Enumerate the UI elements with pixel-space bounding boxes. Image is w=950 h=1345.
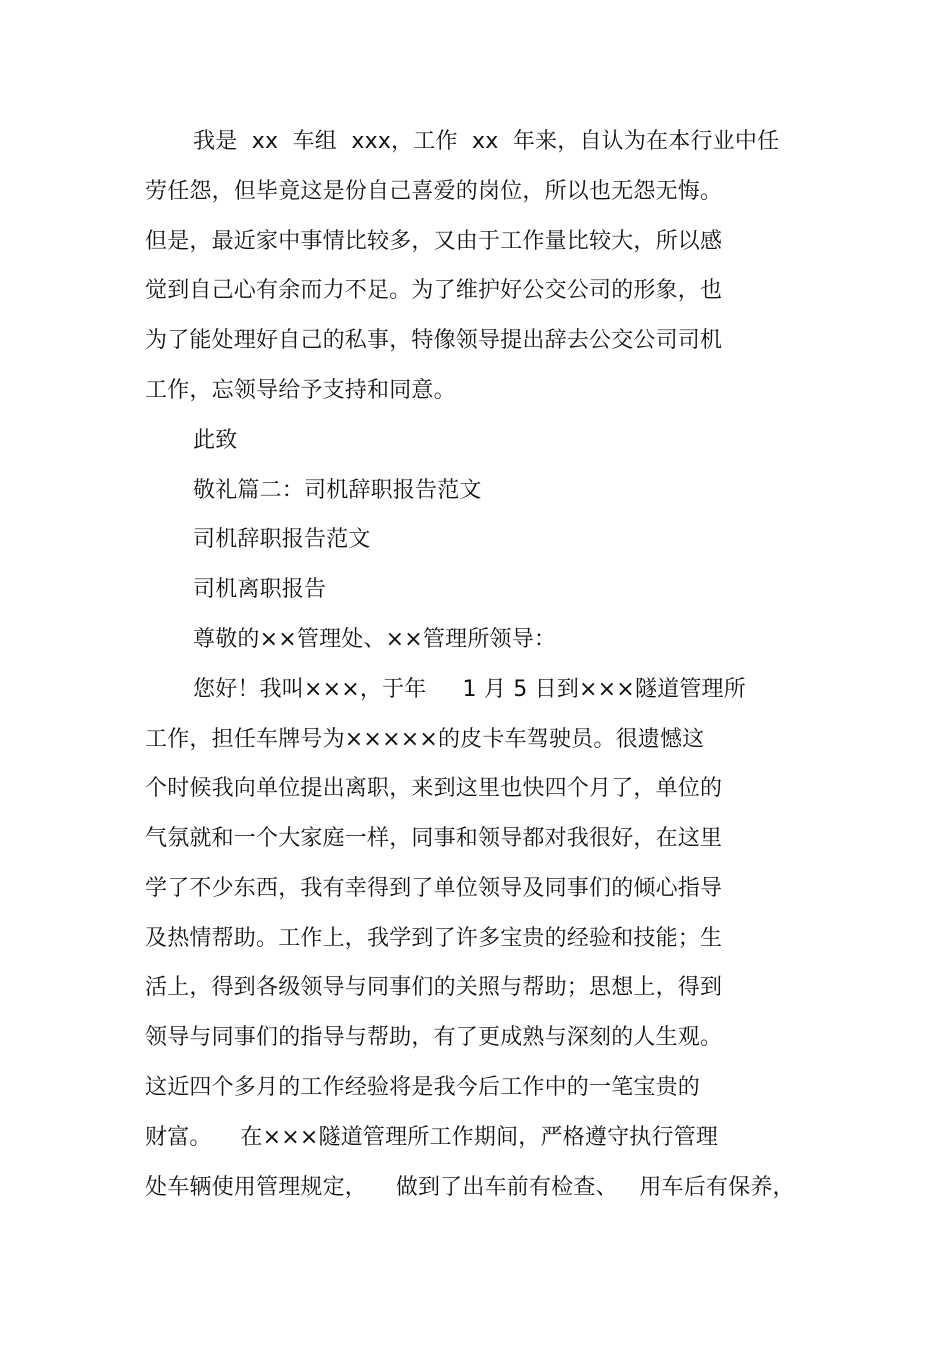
paragraph-line: 领导与同事们的指导与帮助，有了更成熟与深刻的人生观。 xyxy=(145,1025,723,1050)
paragraph-line: 我是 xx 车组 xxx，工作 xx 年来，自认为在本行业中任 xyxy=(193,129,780,154)
paragraph-line: 为了能处理好自己的私事，特像领导提出辞去公交公司司机 xyxy=(145,328,723,353)
section-heading: 敬礼篇二：司机辞职报告范文 xyxy=(193,478,482,503)
paragraph-line: 活上，得到各级领导与同事们的关照与帮助；思想上，得到 xyxy=(145,975,723,1000)
paragraph-line: 这近四个多月的工作经验将是我今后工作中的一笔宝贵的 xyxy=(145,1075,701,1100)
paragraph-line: 个时候我向单位提出离职，来到这里也快四个月了，单位的 xyxy=(145,776,723,801)
paragraph-line: 但是，最近家中事情比较多，又由于工作量比较大，所以感 xyxy=(145,229,723,254)
salutation: 尊敬的××管理处、××管理所领导： xyxy=(193,627,557,652)
paragraph-line: 处车辆使用管理规定， 做到了出车前有检查、 用车后有保养， xyxy=(145,1175,795,1200)
paragraph-line: 您好！我叫×××，于年 1 月 5 日到×××隧道管理所 xyxy=(193,677,746,702)
document-title: 司机辞职报告范文 xyxy=(193,527,371,552)
paragraph-line: 劳任怨，但毕竟这是份自己喜爱的岗位，所以也无怨无悔。 xyxy=(145,179,723,204)
closing-line: 此致 xyxy=(193,428,238,453)
paragraph-line: 学了不少东西，我有幸得到了单位领导及同事们的倾心指导 xyxy=(145,876,723,901)
paragraph-line: 觉到自己心有余而力不足。为了维护好公交公司的形象，也 xyxy=(145,278,723,303)
paragraph-line: 及热情帮助。工作上，我学到了许多宝贵的经验和技能；生 xyxy=(145,926,723,951)
paragraph-line: 气氛就和一个大家庭一样，同事和领导都对我很好，在这里 xyxy=(145,826,723,851)
document-subtitle: 司机离职报告 xyxy=(193,577,327,602)
paragraph-line: 财富。 在×××隧道管理所工作期间，严格遵守执行管理 xyxy=(145,1125,719,1150)
paragraph-line: 工作，忘领导给予支持和同意。 xyxy=(145,378,456,403)
paragraph-line: 工作，担任车牌号为×××××的皮卡车驾驶员。很遗憾这 xyxy=(145,727,705,752)
